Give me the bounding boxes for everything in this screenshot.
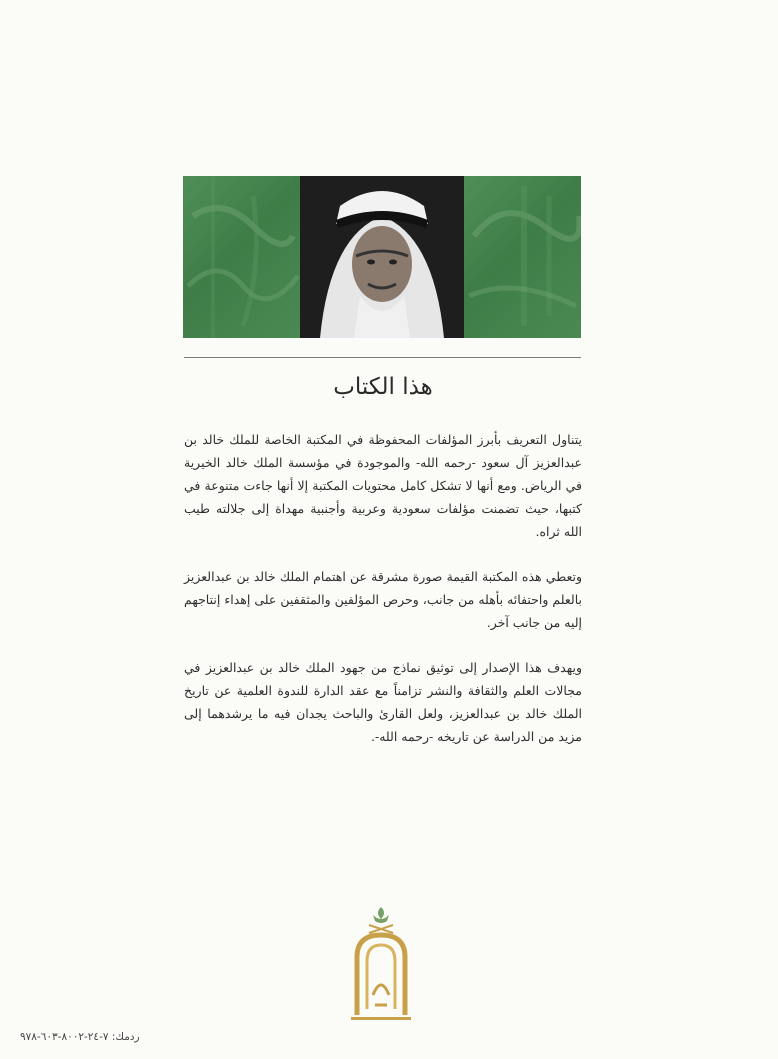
paragraph-2: وتعطي هذه المكتبة القيمة صورة مشرقة عن اهتمام الملك خالد بن عبدالعزيز بالعلم واحتفائه بأهله من جانب، وحرص المؤلفين والمثقفين على إهداء إنتاجهم إليه من جانب آخر.: [184, 569, 582, 630]
banner-left-panel: [183, 176, 300, 338]
portrait-image-icon: [300, 176, 464, 338]
body-text: [184, 428, 582, 770]
paragraph-1: يتناول التعريف بأبرز المؤلفات المحفوظة في المكتبة الخاصة للملك خالد بن عبدالعزيز آل سعود -رحمه الله- والموجودة في مؤسسة الملك خالد الخيرية في الرياض. ومع أنها لا تشكل كامل محتويات المكتبة إلا أنها جاءت متنوعة في كتبها، حيث تضمنت مؤلفات سعودية وعربية وأجنبية مهداة إلى جلالته طيب الله ثراه.: [184, 432, 582, 539]
banner-right-panel: [464, 176, 581, 338]
divider: [184, 357, 581, 358]
calligraphy-pattern-left-icon: [183, 176, 300, 338]
calligraphy-pattern-right-icon: [464, 176, 581, 338]
cover-banner: [183, 176, 581, 338]
paragraph-3: ويهدف هذا الإصدار إلى توثيق نماذج من جهود الملك خالد بن عبدالعزيز في مجالات العلم والثقافة والنشر تزامناً مع عقد الدارة للندوة العلمية عن تاريخ الملك خالد بن عبدالعزيز، ولعل القارئ والباحث يجدان فيه ما يرشدهما إلى مزيد من الدراسة عن تاريخه -رحمه الله-.: [184, 660, 582, 744]
isbn-number: ردمك: ٧-٢٤-٨٠٠٢-٦٠٣-٩٧٨: [20, 1031, 140, 1043]
darah-logo-icon: [343, 905, 419, 1025]
section-title: هذا الكتاب: [333, 374, 433, 400]
king-portrait: [300, 176, 464, 338]
